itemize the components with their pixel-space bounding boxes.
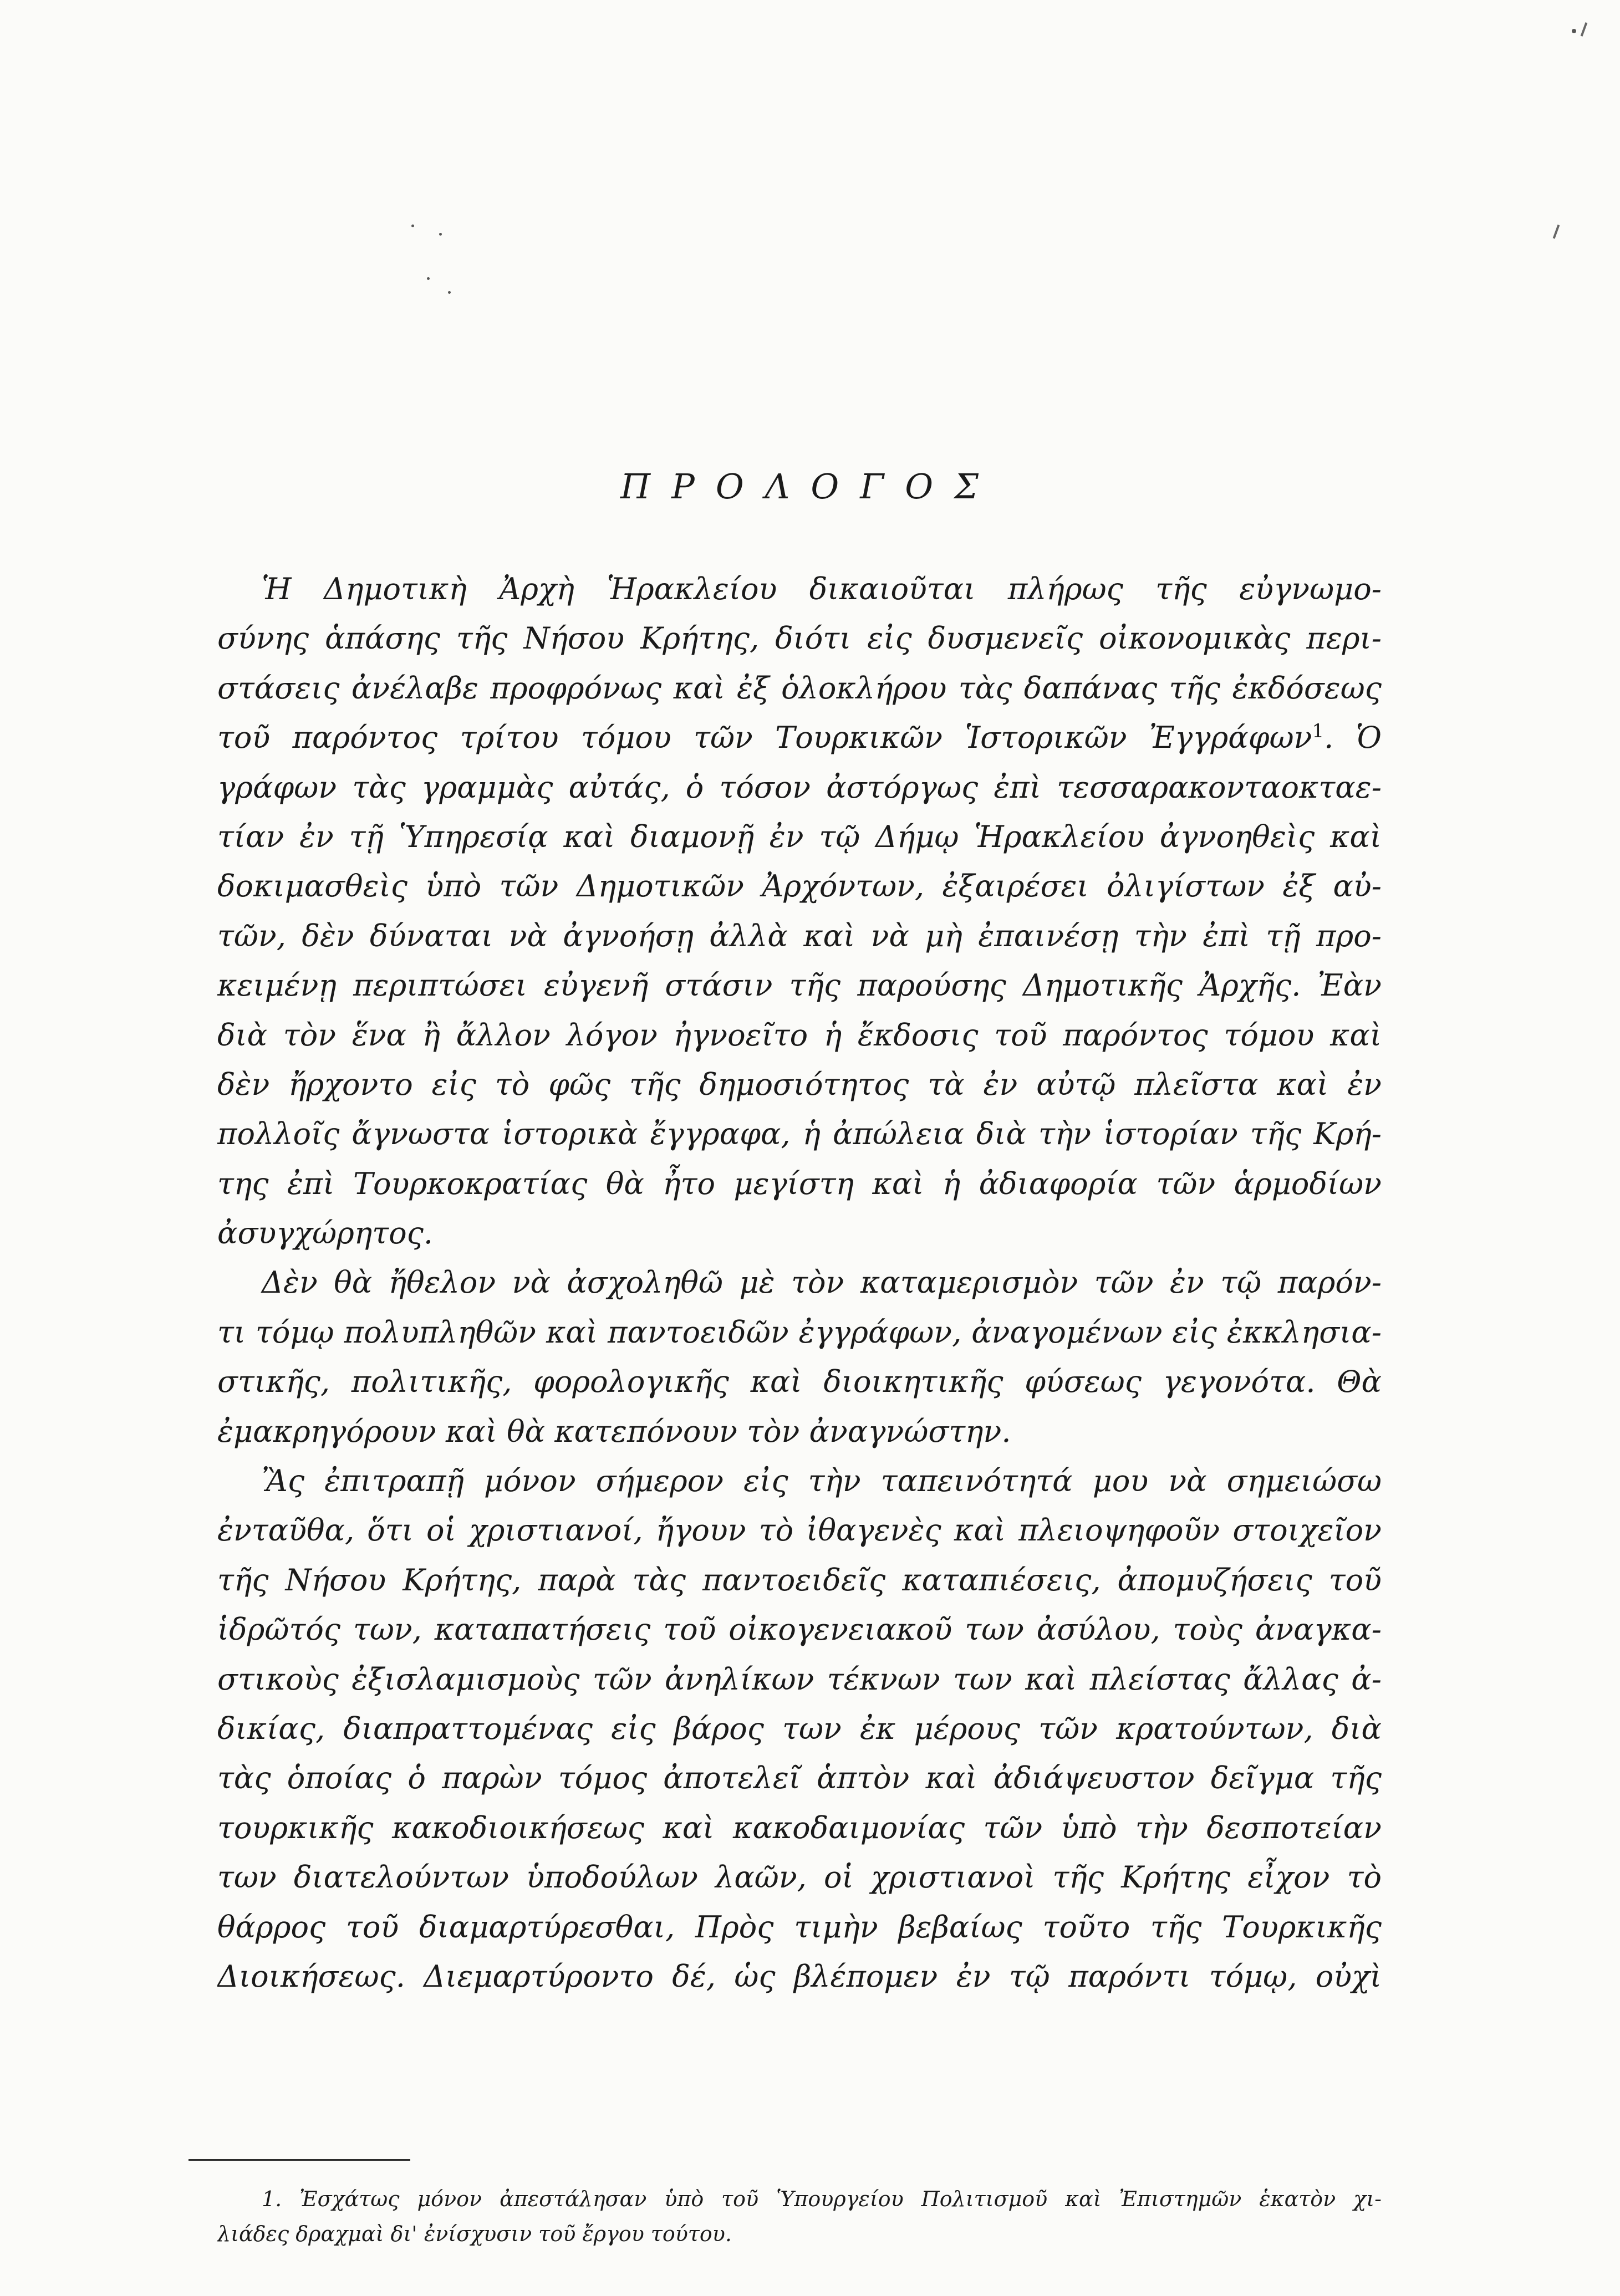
text-line: τῆς Νήσου Κρήτης, παρὰ τὰς παντοειδεῖς καταπιέσεις, ἀπομυζήσεις τοῦ [217, 1562, 1382, 1598]
text-line: τουρκικῆς κακοδιοικήσεως καὶ κακοδαιμονίας τῶν ὑπὸ τὴν δεσποτείαν [217, 1810, 1382, 1845]
text-line: ἱδρῶτός των, καταπατήσεις τοῦ οἰκογενειακοῦ των ἀσύλου, τοὺς ἀναγκα- [217, 1612, 1382, 1647]
text-line: Ἂς ἐπιτραπῇ μόνον σήμερον εἰς τὴν ταπεινότητά μου νὰ σημειώσω [262, 1463, 1382, 1499]
text-line: γράφων τὰς γραμμὰς αὐτάς, ὁ τόσον ἀστόργως ἐπὶ τεσσαρακονταοκταε- [217, 769, 1382, 805]
text-line: στάσεις ἀνέλαβε προφρόνως καὶ ἐξ ὁλοκλήρου τὰς δαπάνας τῆς ἐκδόσεως [217, 670, 1382, 706]
text-line: ἐνταῦθα, ὅτι οἱ χριστιανοί, ἤγουν τὸ ἰθαγενὲς καὶ πλειοψηφοῦν στοιχεῖον [217, 1513, 1382, 1548]
text-line: θάρρος τοῦ διαμαρτύρεσθαι, Πρὸς τιμὴν βεβαίως τοῦτο τῆς Τουρκικῆς [217, 1909, 1382, 1945]
footnote-reference: 1 [1312, 720, 1324, 743]
scan-speck [439, 233, 442, 236]
text-line: στικῆς, πολιτικῆς, φορολογικῆς καὶ διοικητικῆς φύσεως γεγονότα. Θὰ [217, 1364, 1382, 1400]
text-line: κειμένῃ περιπτώσει εὐγενῆ στάσιν τῆς παρούσης Δημοτικῆς Ἀρχῆς. Ἐὰν [217, 968, 1382, 1003]
text-line: ἀσυγχώρητος. [217, 1216, 434, 1251]
text-line: σύνης ἁπάσης τῆς Νήσου Κρήτης, διότι εἰς δυσμενεῖς οἰκονομικὰς περι- [217, 621, 1382, 656]
text-line: Δὲν θὰ ἤθελον νὰ ἀσχοληθῶ μὲ τὸν καταμερισμὸν τῶν ἐν τῷ παρόν- [262, 1265, 1382, 1300]
body-text [217, 564, 1382, 2001]
text-line: τι τόμῳ πολυπληθῶν καὶ παντοειδῶν ἐγγράφων, ἀναγομένων εἰς ἐκκλησια- [217, 1314, 1382, 1350]
text-line: των διατελούντων ὑποδούλων λαῶν, οἱ χριστιανοὶ τῆς Κρήτης εἶχον τὸ [217, 1860, 1382, 1895]
scan-speck [411, 225, 414, 227]
text-line: τὰς ὁποίας ὁ παρὼν τόμος ἀποτελεῖ ἁπτὸν καὶ ἀδιάψευστον δεῖγμα τῆς [217, 1761, 1382, 1796]
text-segment: . Ὁ [1324, 720, 1382, 756]
text-line: Διοικήσεως. Διεμαρτύροντο δέ, ὡς βλέπομεν ἐν τῷ παρόντι τόμῳ, οὐχὶ [217, 1958, 1382, 1994]
scan-speck [427, 277, 430, 280]
text-line: δὲν ἤρχοντο εἰς τὸ φῶς τῆς δημοσιότητος τὰ ἐν αὐτῷ πλεῖστα καὶ ἐν [217, 1067, 1382, 1102]
text-line: δοκιμασθεὶς ὑπὸ τῶν Δημοτικῶν Ἀρχόντων, ἐξαιρέσει ὀλιγίστων ἐξ αὐ- [217, 869, 1382, 904]
text-line: τῶν, δὲν δύναται νὰ ἀγνοήσῃ ἀλλὰ καὶ νὰ μὴ ἐπαινέσῃ τὴν ἐπὶ τῇ προ- [217, 918, 1382, 953]
text-line: ἐμακρηγόρουν καὶ θὰ κατεπόνουν τὸν ἀναγνώστην. [217, 1414, 1011, 1449]
text-line-with-footnote-ref [217, 713, 1382, 762]
text-line: Ἡ Δημοτικὴ Ἀρχὴ Ἡρακλείου δικαιοῦται πλήρως τῆς εὐγνωμο- [262, 572, 1382, 606]
scan-mark [1581, 22, 1588, 37]
text-segment: τοῦ παρόντος τρίτου τόμου τῶν Τουρκικῶν Ἱστορικῶν Ἐγγράφων [217, 720, 1312, 756]
scan-speck [1572, 29, 1576, 33]
footnote-line: 1. Ἐσχάτως μόνον ἀπεστάλησαν ὑπὸ τοῦ Ὑπουργείου Πολιτισμοῦ καὶ Ἐπιστημῶν ἑκατὸν χι- [262, 2187, 1382, 2211]
page-title: ΠΡΟΛΟΓΟΣ [620, 466, 1000, 507]
text-line: τίαν ἐν τῇ Ὑπηρεσίᾳ καὶ διαμονῇ ἐν τῷ Δήμῳ Ἡρακλείου ἀγνοηθεὶς καὶ [217, 819, 1382, 854]
text-line: της ἐπὶ Τουρκοκρατίας θὰ ἦτο μεγίστη καὶ ἡ ἀδιαφορία τῶν ἁρμοδίων [217, 1166, 1382, 1201]
footnote [217, 2182, 1382, 2252]
text-line: δικίας, διαπραττομένας εἰς βάρος των ἐκ μέρους τῶν κρατούντων, διὰ [217, 1711, 1382, 1746]
scan-speck [448, 291, 451, 294]
scan-mark [1553, 225, 1560, 239]
text-line: διὰ τὸν ἕνα ἢ ἄλλον λόγον ἠγνοεῖτο ἡ ἔκδοσις τοῦ παρόντος τόμου καὶ [217, 1017, 1382, 1053]
footnote-line: λιάδες δραχμαὶ δι' ἐνίσχυσιν τοῦ ἔργου τούτου. [217, 2222, 732, 2246]
text-line: πολλοῖς ἄγνωστα ἱστορικὰ ἔγγραφα, ἡ ἀπώλεια διὰ τὴν ἱστορίαν τῆς Κρή- [217, 1116, 1382, 1152]
footnote-divider [189, 2159, 410, 2161]
text-line: στικοὺς ἐξισλαμισμοὺς τῶν ἀνηλίκων τέκνων των καὶ πλείστας ἄλλας ἀ- [217, 1661, 1382, 1697]
